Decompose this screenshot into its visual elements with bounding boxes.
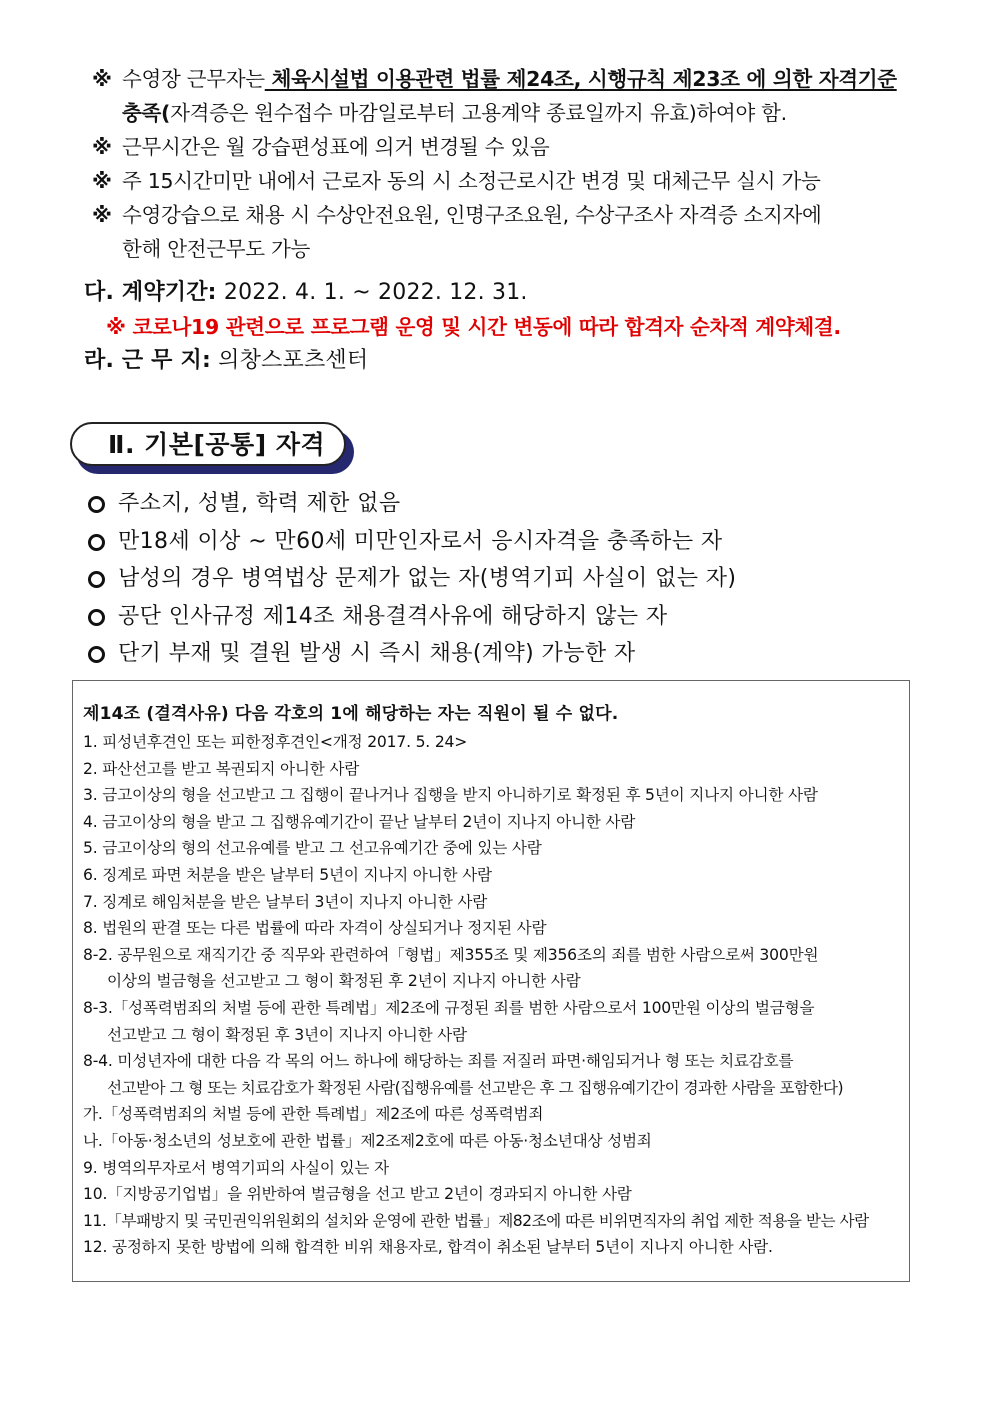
note-safety-duty [92, 198, 932, 266]
reference-mark: ※ [92, 135, 112, 159]
circle-bullet-icon [88, 646, 105, 663]
disqualification-item: 1. 피성년후견인 또는 피한정후견인<개정 2017. 5. 24> [83, 733, 468, 751]
disqualification-item: 8-4. 미성년자에 대한 다음 각 목의 어느 하나에 해당하는 죄를 저질러 파면·해임되거나 형 또는 치료감호를 선고받아 그 형 또는 치료감호가 확정된 사람(집행유예를 선고받은 후 그 집행유예기간이 경과한 사람을 포함한다) [83, 1052, 843, 1097]
note-text: 수영강습으로 채용 시 수상안전요원, 인명구조요원, 수상구조사 자격증 소지자에 [122, 203, 822, 227]
qualification-item: 만18세 이상 ~ 만60세 미만인자로서 응시자격을 충족하는 자 [86, 523, 946, 561]
disqualification-item: 12. 공정하지 못한 방법에 의해 합격한 비위 채용자로, 합격이 취소된 날부터 5년이 지나지 아니한 사람. [83, 1238, 773, 1257]
disqualification-item: 가.「성폭력범죄의 처벌 등에 관한 특례법」제2조에 따른 성폭력범죄 [83, 1105, 544, 1124]
qualification-item: 단기 부재 및 결원 발생 시 즉시 채용(계약) 가능한 자 [86, 635, 946, 673]
workplace-label: 라. 근 무 지: [84, 348, 211, 373]
note-contract-hours [92, 164, 932, 198]
disqualification-item: 2. 파산선고를 받고 복권되지 아니한 사람 [83, 759, 360, 778]
note-working-hours [92, 130, 932, 164]
workplace [84, 344, 368, 378]
contract-period-label: 다. 계약기간: [84, 280, 217, 305]
disqualification-item: 3. 금고이상의 형을 선고받고 그 집행이 끝나거나 집행을 받지 아니하기로 확정된 후 5년이 지나지 아니한 사람 [83, 786, 818, 805]
disqualification-item: 9. 병역의무자로서 병역기피의 사실이 있는 자 [83, 1158, 389, 1177]
disqualification-item: 8-3.「성폭력범죄의 처벌 등에 관한 특례법」제2조에 규정된 죄를 범한 사람으로서 100만원 이상의 벌금형을 선고받고 그 형이 확정된 후 3년이 지나지 아니한 사람 [83, 998, 815, 1044]
note-law-reference: 체육시설법 이용관련 법률 제24조, 시행규칙 제23조 에 의한 자격기준 [264, 67, 897, 91]
notes-block [92, 62, 932, 266]
reference-mark: ※ [92, 203, 112, 227]
disqualification-item: 8-2. 공무원으로 재직기간 중 직무와 관련하여「형법」제355조 및 제356조의 죄를 범한 사람으로써 300만원 이상의 벌금형을 선고받고 그 형이 확정된 후 2년이 지나지 아니한 사람 [83, 945, 819, 991]
circle-bullet-icon [88, 496, 105, 513]
circle-bullet-icon [88, 534, 105, 551]
note-text: 수영장 근무자는 [122, 67, 265, 91]
note-text: 한해 안전근무도 가능 [122, 237, 310, 261]
note-lifeguard-qualification [92, 62, 932, 130]
covid-notice: ※ 코로나19 관련으로 프로그램 운영 및 시간 변동에 따라 합격자 순차적 계약체결. [106, 315, 841, 339]
contract-period-value: 2022. 4. 1. ~ 2022. 12. 31. [216, 280, 528, 305]
disqualification-item: 10.「지방공기업법」을 위반하여 벌금형을 선고 받고 2년이 경과되지 아니한 사람 [83, 1185, 632, 1204]
circle-bullet-icon [88, 609, 105, 626]
circle-bullet-icon [88, 571, 105, 588]
disqualification-item: 6. 징계로 파면 처분을 받은 날부터 5년이 지나지 아니한 사람 [83, 865, 492, 884]
workplace-value: 의창스포츠센터 [210, 348, 369, 373]
section-title: Ⅱ. 기본[공통] 자격 [70, 422, 346, 466]
qualification-item: 주소지, 성별, 학력 제한 없음 [86, 485, 946, 523]
disqualification-item: 5. 금고이상의 형의 선고유예를 받고 그 선고유예기간 중에 있는 사람 [83, 839, 542, 858]
qualification-item: 남성의 경우 병역법상 문제가 없는 자(병역기피 사실이 없는 자) [86, 560, 946, 598]
disqualification-item: 나.「아동·청소년의 성보호에 관한 법률」제2조제2호에 따른 아동·청소년대상 성범죄 [83, 1131, 652, 1150]
disqualification-item: 7. 징계로 해임처분을 받은 날부터 3년이 지나지 아니한 사람 [83, 892, 488, 911]
contract-period [84, 276, 528, 310]
disqualification-item: 11.「부패방지 및 국민권익위원회의 설치와 운영에 관한 법률」제82조에 따른 비위면직자의 취업 제한 적용을 받는 사람 [83, 1211, 869, 1230]
disqualification-box [72, 680, 910, 1282]
note-text: 주 15시간미만 내에서 근로자 동의 시 소정근로시간 변경 및 대체근무 실시 가능 [122, 169, 821, 193]
disqualification-item: 4. 금고이상의 형을 받고 그 집행유예기간이 끝난 날부터 2년이 지나지 아니한 사람 [83, 812, 636, 831]
section-header [70, 422, 356, 478]
note-text: 자격증은 원수접수 마감일로부터 고용계약 종료일까지 유효)하여야 함. [170, 101, 787, 125]
disqualification-item: 8. 법원의 판결 또는 다른 법률에 따라 자격이 상실되거나 정지된 사람 [83, 919, 547, 938]
reference-mark: ※ [92, 169, 112, 193]
reference-mark: ※ [92, 67, 112, 91]
note-text: 근무시간은 월 강습편성표에 의거 변경될 수 있음 [122, 135, 550, 159]
note-bold: 충족( [122, 101, 171, 125]
qualification-list [86, 485, 946, 673]
disqualification-title: 제14조 (결격사유) 다음 각호의 1에 해당하는 자는 직원이 될 수 없다. [83, 704, 619, 724]
qualification-item: 공단 인사규정 제14조 채용결격사유에 해당하지 않는 자 [86, 598, 946, 636]
